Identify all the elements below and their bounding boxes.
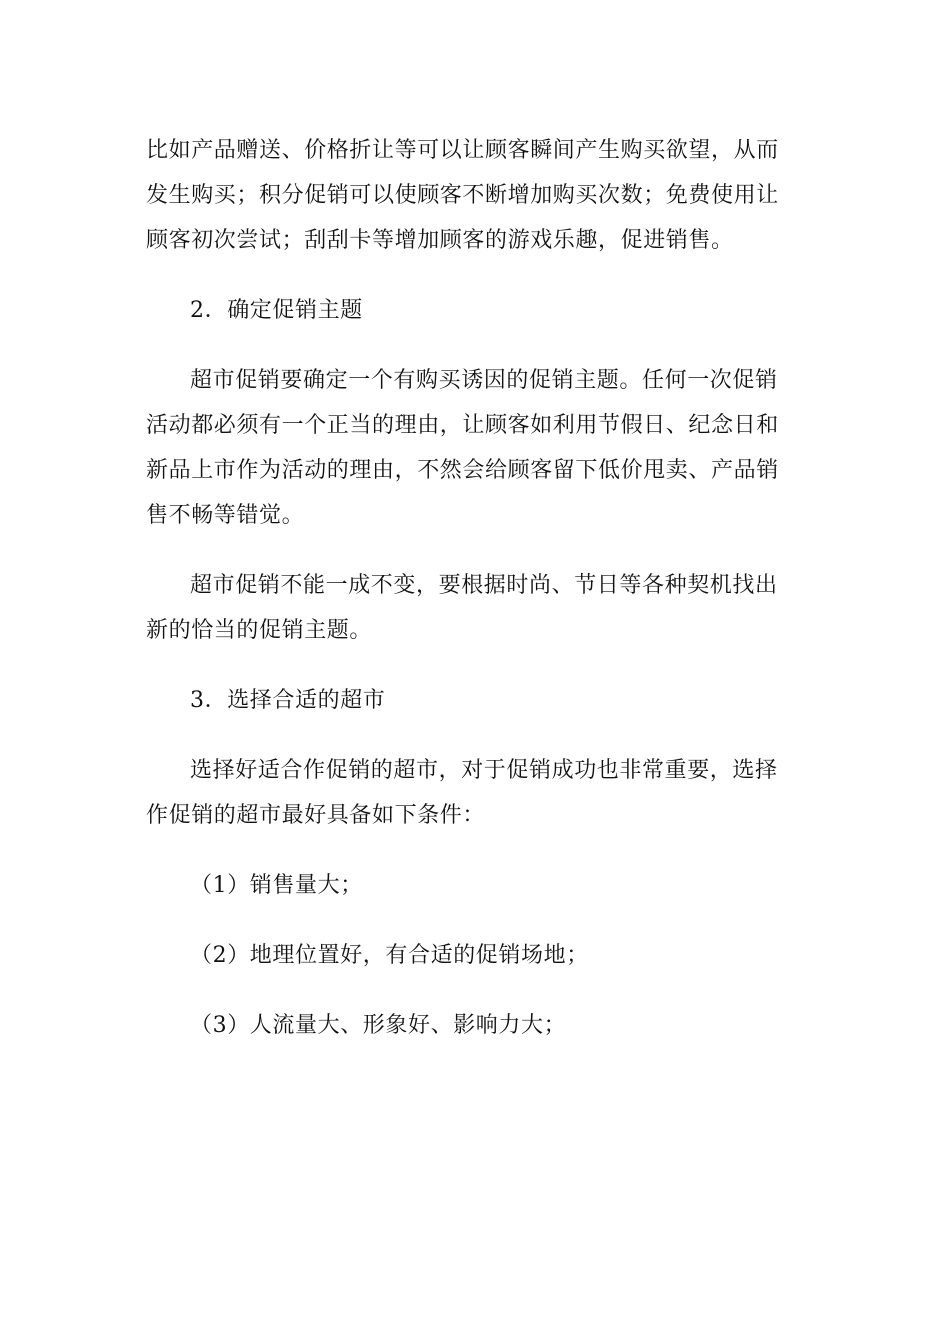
paragraph-choose-supermarket: 选择好适合作促销的超市，对于促销成功也非常重要，选择作促销的超市最好具备如下条件： xyxy=(146,758,778,828)
paragraph-new-theme: 超市促销不能一成不变，要根据时尚、节日等各种契机找出新的恰当的促销主题。 xyxy=(146,573,778,643)
document-body xyxy=(146,128,794,1048)
list-item-condition-2: （2）地理位置好，有合适的促销场地； xyxy=(190,943,589,968)
paragraph-promotion-methods: 比如产品赠送、价格折让等可以让顾客瞬间产生购买欲望，从而发生购买；积分促销可以使顾客不断增加购买次数；免费使用让顾客初次尝试；刮刮卡等增加顾客的游戏乐趣，促进销售。 xyxy=(146,138,779,253)
list-item-condition-1: （1）销售量大； xyxy=(190,873,363,898)
paragraph-promotion-theme: 超市促销要确定一个有购买诱因的促销主题。任何一次促销活动都必须有一个正当的理由，让顾客如利用节假日、纪念日和新品上市作为活动的理由，不然会给顾客留下低价甩卖、产品销售不畅等错觉。 xyxy=(146,368,779,528)
section-heading-promotion-theme: 2．确定促销主题 xyxy=(190,298,363,323)
list-item-condition-3: （3）人流量大、形象好、影响力大； xyxy=(190,1013,567,1038)
section-heading-choose-supermarket: 3．选择合适的超市 xyxy=(190,688,386,713)
